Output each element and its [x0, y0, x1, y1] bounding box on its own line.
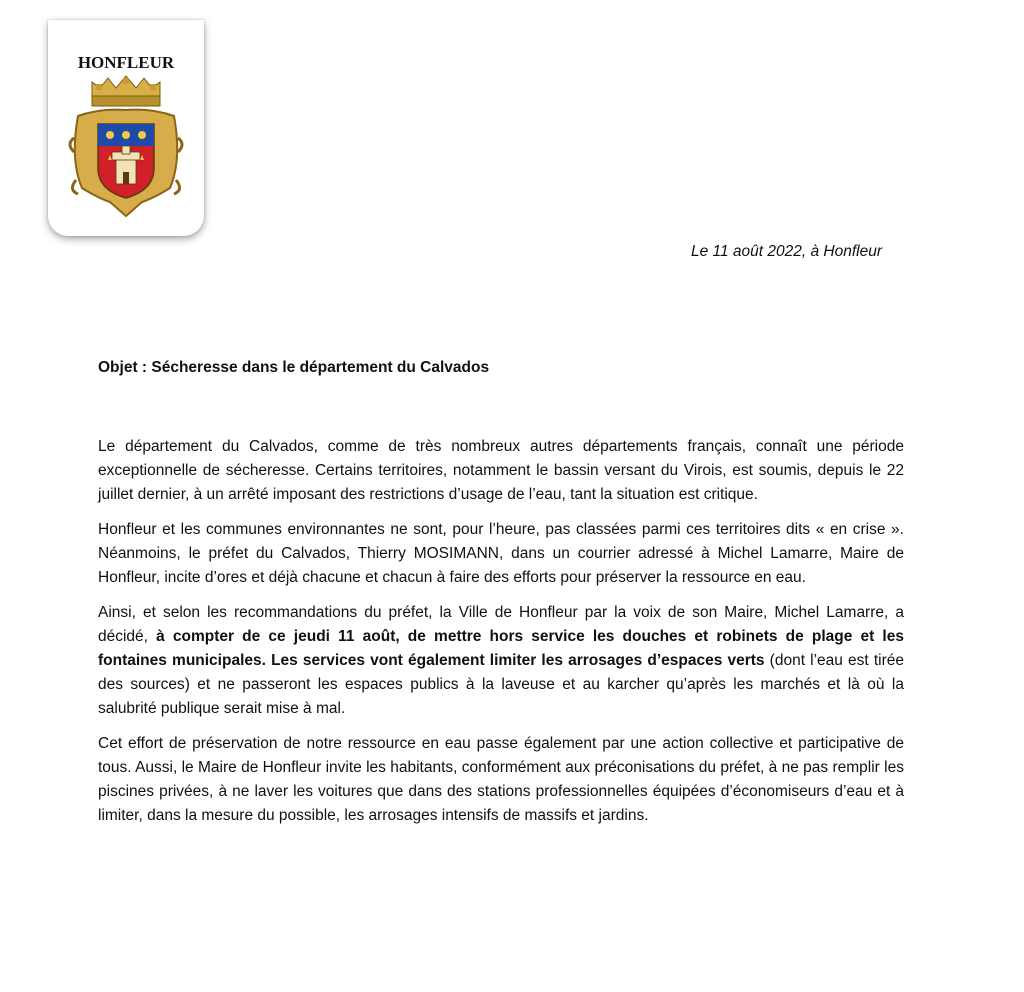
paragraph-3-bold-2: Les services vont également limiter les arrosages d’espaces verts [271, 652, 765, 669]
coat-of-arms-icon [48, 20, 204, 236]
paragraph-2: Honfleur et les communes environnantes ne sont, pour l’heure, pas classées parmi ces territoires dits « en crise ». Néanmoins, le préfet du Calvados, Thierry MOSIMANN, dans un courrier adressé à Michel Lamarre, Maire de Honfleur, incite d’ores et déjà chacune et chacun à faire des efforts pour préserver la ressource en eau. [98, 521, 904, 586]
date-line: Le 11 août 2022, à Honfleur [690, 243, 882, 260]
paragraph-3 [98, 601, 904, 721]
letter-body [98, 435, 904, 839]
crown-icon [92, 76, 160, 106]
paragraph-3-intro: Ainsi, et selon les recommandations du préfet, la Ville de Honfleur par la voix de son Maire, Michel Lamarre, a décidé, [98, 604, 904, 645]
paragraph-3-rest: (dont l’eau est tirée des sources) et ne passeront les espaces publics à la laveuse et au karcher qu’après les marchés et là où la salubrité publique serait mise à mal. [98, 652, 904, 717]
paragraph-1: Le département du Calvados, comme de très nombreux autres départements français, connaît une période exceptionnelle de sécheresse. Certains territoires, notamment le bassin versant du Virois, est soumis, depuis le 22 juillet dernier, à un arrêté imposant des restrictions d’usage de l’eau, tant la situation est critique. [98, 438, 904, 503]
logo-town-name: HONFLEUR [77, 53, 175, 72]
subject-line: Objet : Sécheresse dans le département du Calvados [98, 359, 490, 376]
paragraph-3-bold-1: à compter de ce jeudi 11 août, de mettre hors service les douches et robinets de plage et les fontaines municipales [98, 628, 904, 669]
paragraph-3-separator: . [261, 652, 272, 669]
paragraph-4: Cet effort de préservation de notre ressource en eau passe également par une action collective et participative de tous. Aussi, le Maire de Honfleur invite les habitants, conformément aux préconisations du préfet, à ne pas remplir les piscines privées, à ne laver les voitures que dans des stations professionnelles équipées d’économiseurs d’eau et à limiter, dans la mesure du possible, les arrosages intensifs de massifs et jardins. [98, 735, 904, 824]
city-logo [48, 20, 204, 236]
